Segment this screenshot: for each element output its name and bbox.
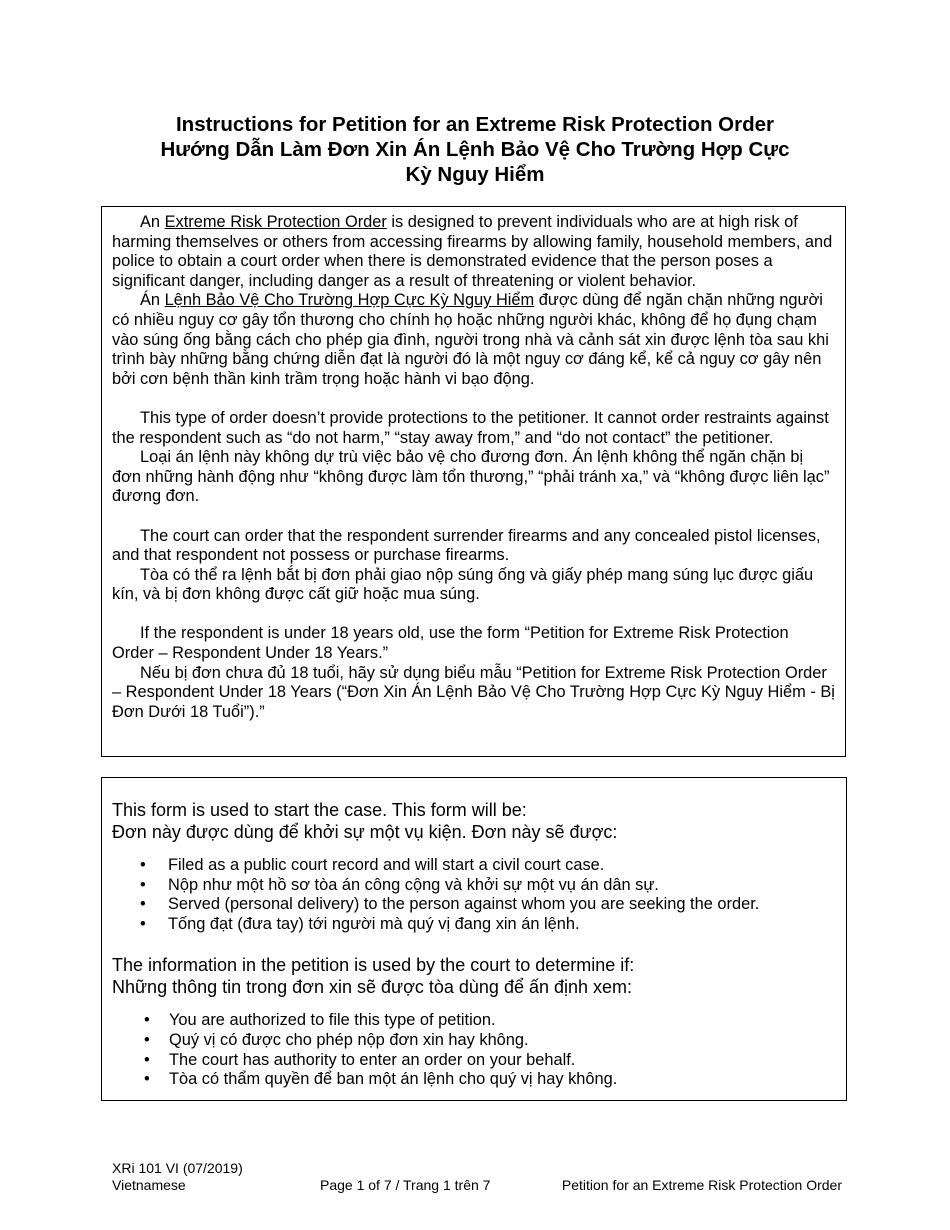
list-item <box>112 1070 836 1090</box>
bullet-icon: • <box>140 856 146 874</box>
form-usage-list <box>112 856 836 934</box>
surrender-paragraph-vi: Tòa có thể ra lệnh bắt bị đơn phải giao nộp súng ống và giấy phép mang súng lục được giấu kín, và bị đơn không được cất giữ hoặc mua súng. <box>112 565 814 604</box>
paragraph-gap <box>112 605 835 625</box>
erpo-term-en: Extreme Risk Protection Order <box>164 213 387 231</box>
list-item-text: You are authorized to file this type of petition. <box>169 1011 496 1030</box>
bullet-icon: • <box>140 895 146 914</box>
surrender-paragraph-en: The court can order that the respondent surrender firearms and any concealed pistol licenses, and that respondent not possess or purchase firearms. <box>112 526 821 565</box>
list-item-text: Tòa có thẩm quyền để ban một án lệnh cho quý vị hay không. <box>169 1070 618 1089</box>
title-line-vietnamese-1: Hướng Dẫn Làm Đơn Xin Án Lệnh Bảo Vệ Cho Trường Hợp Cực <box>160 138 790 161</box>
bullet-icon: • <box>144 1050 150 1069</box>
court-determines-lead-en: The information in the petition is used by the court to determine if: <box>112 955 635 976</box>
list-item <box>112 915 836 935</box>
footer-form-id: XRi 101 VI (07/2019) <box>112 1160 243 1176</box>
intro-paragraph-en <box>112 213 835 291</box>
list-item <box>112 1031 836 1051</box>
form-usage-box <box>101 777 847 1101</box>
list-item-text: Quý vị có được cho phép nộp đơn xin hay không. <box>169 1030 529 1049</box>
list-item-text: The court has authority to enter an order on your behalf. <box>169 1050 576 1069</box>
intro-rest-vi: được dùng để ngăn chặn những người có nhiều nguy cơ gây tổn thương cho chính họ hoặc những người khác, không để họ đụng chạm vào súng ống bằng cách cho phép gia đình, người trong nhà và cảnh sát xin được lệnh tòa sau khi trình bày những bằng chứng diễn đạt là người đó là một nguy cơ đáng kể, kể cả nguy cơ gây nên bởi cơn bệnh thần kinh trầm trọng hoặc hành vi bạo động. <box>112 291 829 388</box>
document-title <box>60 112 890 187</box>
title-line-vietnamese-2: Kỳ Nguy Hiểm <box>405 163 545 186</box>
under-18-paragraph-vi: Nếu bị đơn chưa đủ 18 tuổi, hãy sử dụng biểu mẫu “Petition for Extreme Risk Protection Order – Respondent Under 18 Years (“Đơn Xin Án Lệnh Bảo Vệ Cho Trường Hợp Cực Kỳ Nguy Hiểm - Bị Đơn Dưới 18 Tuổi”).” <box>112 663 835 721</box>
bullet-icon: • <box>144 1070 150 1089</box>
form-usage-lead-en: This form is used to start the case. This form will be: <box>112 800 527 820</box>
list-item-text: Nộp như một hồ sơ tòa án công cộng và khởi sự một vụ án dân sự. <box>168 875 659 894</box>
no-protection-paragraph-en: This type of order doesn’t provide protections to the petitioner. It cannot order restraints against the respondent such as “do not harm,” “stay away from,” and “do not contact” the petitioner. <box>112 408 829 447</box>
list-item <box>112 856 836 876</box>
bullet-icon: • <box>144 1030 150 1049</box>
title-line-english: Instructions for Petition for an Extreme Risk Protection Order <box>175 113 775 136</box>
erpo-term-vi: Lệnh Bảo Vệ Cho Trường Hợp Cực Kỳ Nguy Hiểm <box>164 291 535 310</box>
court-determines-list <box>112 1011 836 1089</box>
list-item <box>112 1011 836 1031</box>
paragraph-gap <box>112 389 835 409</box>
list-item <box>112 876 836 896</box>
list-item-text: Tống đạt (đưa tay) tới người mà quý vị đang xin án lệnh. <box>168 914 580 933</box>
list-item-text: Served (personal delivery) to the person against whom you are seeking the order. <box>168 895 760 914</box>
form-usage-lead-vi: Đơn này được dùng để khởi sự một vụ kiện. Đơn này sẽ được: <box>112 821 618 842</box>
no-protection-paragraph-vi: Loại án lệnh này không dự trù việc bảo vệ cho đương đơn. Án lệnh không thể ngăn chặn bị đơn những hành động như “không được làm tổn thương,” “phải tránh xa,” và “không được liên lạc” đương đơn. <box>112 448 830 506</box>
paragraph-gap <box>112 507 835 527</box>
list-item <box>112 1051 836 1071</box>
bullet-icon: • <box>144 1011 150 1030</box>
list-item <box>112 895 836 915</box>
bullet-icon: • <box>140 914 146 933</box>
intro-rest-en: is designed to prevent individuals who are at high risk of harming themselves or others from accessing firearms by allowing family, household members, and police to obtain a court order when there is demonstrated evidence that the person poses a significant danger, including danger as a result of threatening or violent behavior. <box>112 213 833 290</box>
footer-form-info <box>112 1160 243 1193</box>
list-item-text: Filed as a public court record and will start a civil court case. <box>168 856 605 874</box>
footer-page-number: Page 1 of 7 / Trang 1 trên 7 <box>320 1176 491 1193</box>
intro-box <box>101 206 846 757</box>
intro-paragraph-vi <box>112 291 835 389</box>
intro-prefix-en: An <box>140 213 165 231</box>
bullet-icon: • <box>140 875 146 894</box>
footer-language: Vietnamese <box>112 1176 186 1193</box>
intro-prefix-vi: Án <box>140 291 165 310</box>
under-18-paragraph-en: If the respondent is under 18 years old, use the form “Petition for Extreme Risk Protection Order – Respondent Under 18 Years.” <box>112 624 789 663</box>
footer-form-title: Petition for an Extreme Risk Protection Order <box>561 1176 842 1193</box>
court-determines-lead-vi: Những thông tin trong đơn xin sẽ được tòa dùng để ấn định xem: <box>112 976 633 997</box>
